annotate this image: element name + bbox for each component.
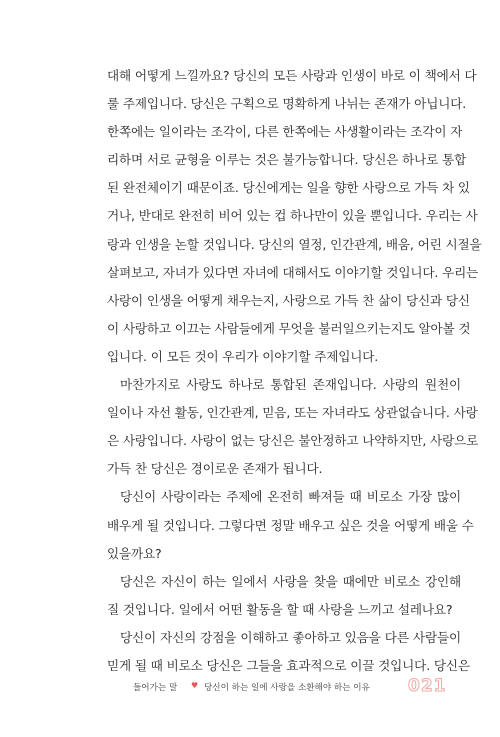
page-number: 021	[408, 676, 447, 696]
text-line: 된 완전체이기 때문이죠. 당신에게는 일을 향한 사랑으로 가득 차 있	[107, 180, 470, 196]
text-line: 룰 주제입니다. 당신은 구획으로 명확하게 나뉘는 존재가 아닙니다.	[107, 96, 467, 112]
page-footer	[0, 676, 500, 699]
paragraph	[107, 568, 461, 624]
paragraph	[107, 483, 474, 567]
paragraph	[107, 62, 482, 371]
text-line: 있을까요?	[107, 545, 162, 561]
text-line: 당신이 사랑이라는 주제에 온전히 빠져들 때 비로소 가장 많이	[120, 489, 461, 505]
text-line: 살펴보고, 자녀가 있다면 자녀에 대해서도 이야기할 것입니다. 우리는	[107, 264, 479, 280]
text-line: 리하며 서로 균형을 이루는 것은 불가능합니다. 당신은 하나로 통합	[107, 152, 467, 168]
text-line: 입니다. 이 모든 것이 우리가 이야기할 주제입니다.	[107, 348, 379, 364]
body-text	[107, 62, 482, 680]
text-line: 거나, 반대로 완전히 비어 있는 컵 하나만이 있을 뿐입니다. 우리는 사	[107, 208, 478, 224]
text-line: 믿게 될 때 비로소 당신은 그들을 효과적으로 이끌 것입니다. 당신은	[107, 657, 470, 673]
paragraph	[107, 371, 479, 483]
text-line: 은 사랑입니다. 사랑이 없는 당신은 불안정하고 나약하지만, 사랑으로	[107, 433, 479, 449]
footer-section-title: 들어가는 말	[133, 683, 178, 693]
text-line: 가득 찬 당신은 경이로운 존재가 됩니다.	[107, 461, 323, 477]
text-line: 일이나 자선 활동, 인간관계, 믿음, 또는 자녀라도 상관없습니다. 사랑	[107, 405, 478, 421]
text-line: 당신은 자신이 하는 일에서 사랑을 찾을 때에만 비로소 강인해	[120, 573, 461, 589]
text-line: 대해 어떻게 느낄까요? 당신의 모든 사랑과 인생이 바로 이 책에서 다	[107, 68, 477, 83]
heart-icon: ♥	[191, 681, 199, 690]
footer-chapter-title: 당신이 하는 일에 사랑을 소환해야 하는 이유	[204, 683, 370, 693]
text-line: 사랑이 인생을 어떻게 채우는지, 사랑으로 가득 찬 삶이 당신과 당신	[107, 292, 470, 308]
paragraph	[107, 624, 470, 680]
text-line: 랑과 인생을 논할 것입니다. 당신의 열정, 인간관계, 배움, 어린 시절을	[107, 236, 482, 252]
text-line: 마찬가지로 사랑도 하나로 통합된 존재입니다. 사랑의 원천이	[120, 377, 461, 393]
text-line: 배우게 될 것입니다. 그렇다면 정말 배우고 싶은 것을 어떻게 배울 수	[107, 517, 474, 533]
text-line: 한쪽에는 일이라는 조각이, 다른 한쪽에는 사생활이라는 조각이 자	[107, 124, 463, 140]
text-line: 질 것입니다. 일에서 어떤 활동을 할 때 사랑을 느끼고 설레나요?	[107, 601, 453, 617]
text-line: 당신이 자신의 강점을 이해하고 좋아하고 있음을 다른 사람들이	[120, 629, 461, 645]
text-line: 이 사랑하고 이끄는 사람들에게 무엇을 불러일으키는지도 알아볼 것	[107, 320, 471, 336]
